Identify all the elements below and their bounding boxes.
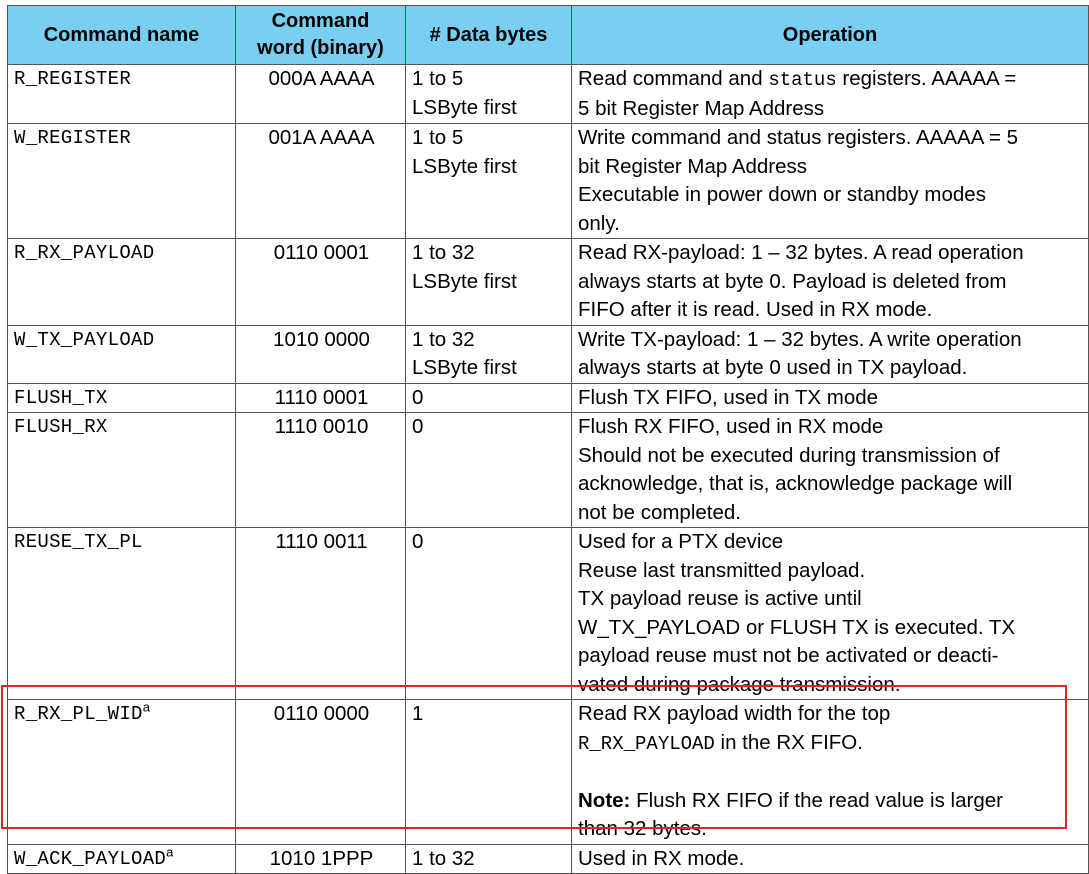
data-bytes-line: 1 to 32 [412,846,475,870]
command-name-cell: R_REGISTER [8,65,236,124]
table-row [8,413,1089,528]
data-bytes-line: 1 [412,702,424,725]
operation-line: Should not be executed during transmission of [578,443,1000,467]
command-word-cell: 1110 0001 [236,383,406,413]
operation-line: bit Register Map Address [578,154,808,178]
data-bytes-cell [406,383,572,413]
table-row [8,65,1089,124]
command-word-cell: 0110 0001 [236,239,406,326]
table-row [8,239,1089,326]
command-name-cell: W_REGISTER [8,124,236,239]
operation-line: Read RX payload width for the top [578,702,891,725]
operation-cell [572,528,1089,700]
table-row [8,844,1089,873]
command-word-cell: 001A AAAA [236,124,406,239]
data-bytes-line: LSByte first [412,269,517,293]
header-command-name: Command name [8,6,236,65]
header-command-word-line1: Command [271,10,370,32]
operation-line: Write command and status registers. AAAAA = 5 [578,126,1019,149]
table-row [8,528,1089,700]
operation-text: Read command and [578,67,769,90]
command-name-cell: FLUSH_RX [8,413,236,528]
operation-line [578,729,1084,759]
operation-line: 5 bit Register Map Address [578,96,825,120]
operation-text: registers. AAAAA = [836,67,1017,90]
table-row [8,325,1089,383]
data-bytes-cell [406,124,572,239]
operation-line: payload reuse must not be activated or deacti- [578,644,999,667]
data-bytes-cell [406,700,572,845]
operation-cell [572,700,1089,845]
command-name-cell [8,844,236,873]
operation-line: always starts at byte 0. Payload is deleted from [578,269,1007,293]
data-bytes-cell [406,65,572,124]
footnote-marker: a [142,699,151,715]
data-bytes-line: 1 to 32 [412,241,475,264]
command-name-text: W_ACK_PAYLOAD [14,847,167,870]
command-name-cell: R_RX_PAYLOAD [8,239,236,326]
operation-line: TX payload reuse is active until [578,587,862,610]
footnote-marker: a [166,844,174,860]
operation-line: Executable in power down or standby modes [578,183,986,206]
operation-cell [572,124,1089,239]
data-bytes-line: 0 [412,385,424,409]
data-bytes-line: 0 [412,415,424,438]
operation-text: in the RX FIFO. [714,730,863,754]
operation-line: FIFO after it is read. Used in RX mode. [578,298,933,321]
inline-code: status [768,69,837,91]
operation-line: Read RX-payload: 1 – 32 bytes. A read operation [578,241,1024,264]
data-bytes-cell [406,844,572,873]
table-row [8,383,1089,413]
note-line: than 32 bytes. [578,817,707,840]
command-word-cell: 0110 0000 [236,700,406,845]
command-name-cell [8,700,236,845]
table-row [8,124,1089,239]
data-bytes-line: 0 [412,530,424,553]
header-command-word [236,6,406,65]
data-bytes-cell [406,325,572,383]
command-word-cell: 1110 0010 [236,413,406,528]
command-table [7,5,1089,874]
operation-cell [572,844,1089,873]
operation-line: acknowledge, that is, acknowledge package will [578,472,1013,495]
command-word-cell: 1010 1PPP [236,844,406,873]
data-bytes-cell [406,239,572,326]
command-name-cell: W_TX_PAYLOAD [8,325,236,383]
note-label: Note: [578,788,631,812]
data-bytes-line: LSByte first [412,356,517,379]
operation-line [578,65,1084,95]
table-row [8,700,1089,845]
table-header-row [8,6,1089,65]
note-line [578,787,1084,816]
inline-code: R_RX_PAYLOAD [578,732,715,755]
command-word-cell: 000A AAAA [236,65,406,124]
data-bytes-cell [406,413,572,528]
operation-line: not be completed. [578,500,741,524]
command-name-cell: REUSE_TX_PL [8,528,236,700]
command-name-text: R_RX_PL_WID [14,703,143,725]
command-word-cell: 1010 0000 [236,325,406,383]
data-bytes-line: 1 to 32 [412,327,475,351]
operation-cell [572,65,1089,124]
header-data-bytes: # Data bytes [406,6,572,65]
operation-line: always starts at byte 0 used in TX payload. [578,356,968,379]
operation-cell [572,383,1089,413]
data-bytes-line: 1 to 5 [412,126,464,149]
header-command-word-line2: word (binary) [257,37,384,59]
blank-line [578,758,1084,787]
operation-cell [572,413,1089,528]
note-text: Flush RX FIFO if the read value is larger [630,788,1003,812]
operation-line: Write TX-payload: 1 – 32 bytes. A write operation [578,327,1022,351]
data-bytes-line: LSByte first [412,154,517,178]
header-operation: Operation [572,6,1089,65]
operation-line: Flush TX FIFO, used in TX mode [578,385,879,409]
operation-line: only. [578,211,620,235]
operation-line: Reuse last transmitted payload. [578,558,866,582]
operation-line: Used in RX mode. [578,846,745,870]
command-word-cell: 1110 0011 [236,528,406,700]
operation-cell [572,239,1089,326]
data-bytes-cell [406,528,572,700]
operation-cell [572,325,1089,383]
operation-line: Used for a PTX device [578,530,784,553]
operation-line: Flush RX FIFO, used in RX mode [578,415,884,438]
operation-line: vated during package transmission. [578,672,901,696]
data-bytes-line: 1 to 5 [412,67,464,90]
data-bytes-line: LSByte first [412,95,517,119]
command-name-cell: FLUSH_TX [8,383,236,413]
operation-line: W_TX_PAYLOAD or FLUSH TX is executed. TX [578,615,1016,639]
